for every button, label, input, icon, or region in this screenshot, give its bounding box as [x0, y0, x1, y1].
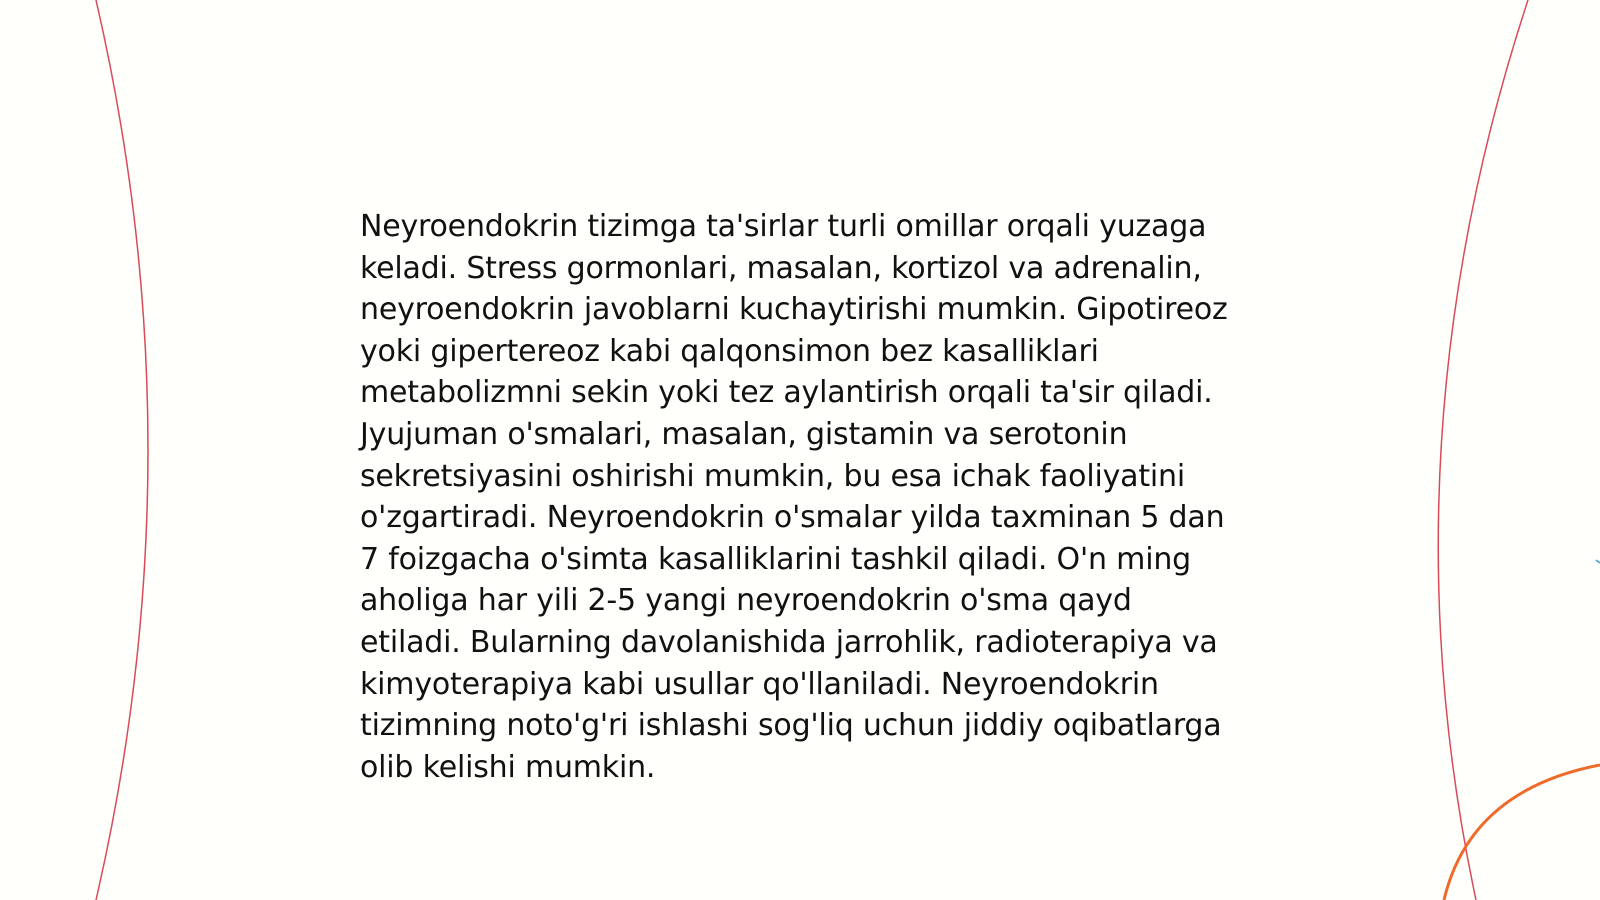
orange-arc: [1444, 765, 1600, 900]
left-curve-line: [96, 0, 148, 900]
right-curve-line: [1438, 0, 1528, 900]
body-paragraph: Neyroendokrin tizimga ta'sirlar turli omillar orqali yuzaga keladi. Stress gormonlari, masalan, kortizol va adrenalin, neyroendokrin javoblarni kuchaytirishi mumkin. Gipotireoz yoki gipertereoz kabi qalqonsimon bez kasalliklari metabolizmni sekin yoki tez aylantirish orqali ta'sir qiladi. Jyujuman o'smalari, masalan, gistamin va serotonin sekretsiyasini oshirishi mumkin, bu esa ichak faoliyatini o'zgartiradi. Neyroendokrin o'smalar yilda taxminan 5 dan 7 foizgacha o'simta kasalliklarini tashkil qiladi. O'n ming aholiga har yili 2-5 yangi neyroendokrin o'sma qayd etiladi. Bularning davolanishida jarrohlik, radioterapiya va kimyoterapiya kabi usullar qo'llaniladi. Neyroendokrin tizimning noto'g'ri ishlashi sog'liq uchun jiddiy oqibatlarga olib kelishi mumkin.: [360, 209, 1228, 785]
blue-tick: [1596, 560, 1600, 563]
